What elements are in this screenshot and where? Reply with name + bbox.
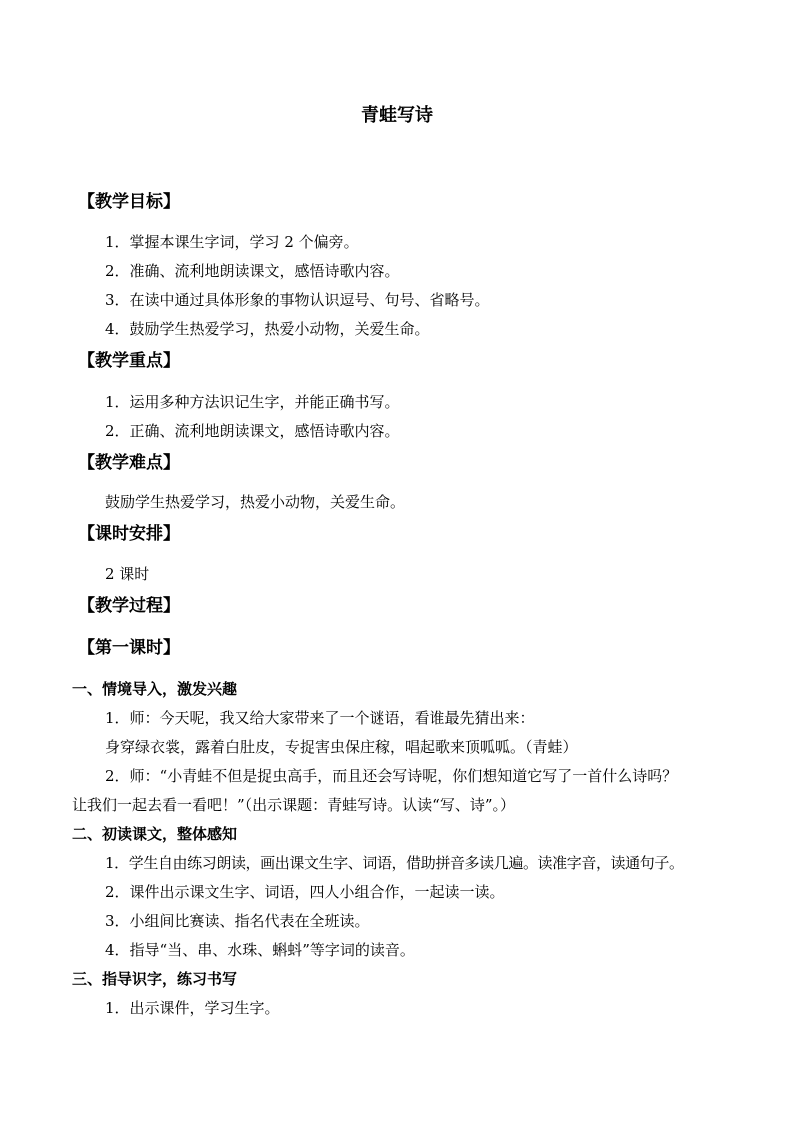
objective-item-3: 3．在读中通过具体形象的事物认识逗号、句号、省略号。: [105, 291, 490, 309]
schedule-text: 2 课时: [105, 565, 150, 583]
part1-line-1: 1．师：今天呢，我又给大家带来了一个谜语，看谁最先猜出来：: [105, 709, 535, 727]
part2-line-1: 1．学生自由练习朗读，画出课文生字、词语，借助拼音多读几遍。读准字音，读通句子。: [105, 854, 684, 872]
part1-heading: 一、情境导入，激发兴趣: [72, 680, 238, 698]
key-points-heading: 【教学重点】: [78, 351, 180, 371]
schedule-heading: 【课时安排】: [78, 524, 180, 544]
key-point-item-2: 2．正确、流利地朗读课文，感悟诗歌内容。: [105, 422, 400, 440]
part1-line-3: 2．师：“小青蛙不但是捉虫高手，而且还会写诗呢，你们想知道它写了一首什么诗吗？: [105, 767, 678, 785]
part1-line-4: 让我们一起去看一看吧！”（出示课题：青蛙写诗。认读“写、诗”。）: [72, 796, 516, 814]
part1-line-2: 身穿绿衣裳，露着白肚皮，专捉害虫保庄稼，唱起歌来顶呱呱。（青蛙）: [105, 738, 578, 756]
objective-item-4: 4．鼓励学生热爱学习，热爱小动物，关爱生命。: [105, 320, 430, 338]
part3-heading: 三、指导识字，练习书写: [72, 970, 238, 988]
part2-heading: 二、初读课文，整体感知: [72, 825, 238, 843]
key-point-item-1: 1．运用多种方法识记生字，并能正确书写。: [105, 393, 400, 411]
objectives-heading: 【教学目标】: [78, 192, 180, 212]
difficulties-heading: 【教学难点】: [78, 453, 180, 473]
part2-line-4: 4．指导“当、串、水珠、蝌蚪”等字词的读音。: [105, 941, 415, 959]
objective-item-2: 2．准确、流利地朗读课文，感悟诗歌内容。: [105, 262, 400, 280]
part3-line-1: 1．出示课件，学习生字。: [105, 999, 280, 1017]
process-heading: 【教学过程】: [78, 596, 180, 616]
difficulties-text: 鼓励学生热爱学习，热爱小动物，关爱生命。: [105, 493, 406, 511]
objective-item-1: 1．掌握本课生字词，学习 2 个偏旁。: [105, 233, 359, 251]
part2-line-2: 2．课件出示课文生字、词语，四人小组合作，一起读一读。: [105, 883, 505, 901]
part2-line-3: 3．小组间比赛读、指名代表在全班读。: [105, 912, 370, 930]
lesson1-heading: 【第一课时】: [78, 638, 180, 658]
page-title: 青蛙写诗: [361, 105, 433, 126]
